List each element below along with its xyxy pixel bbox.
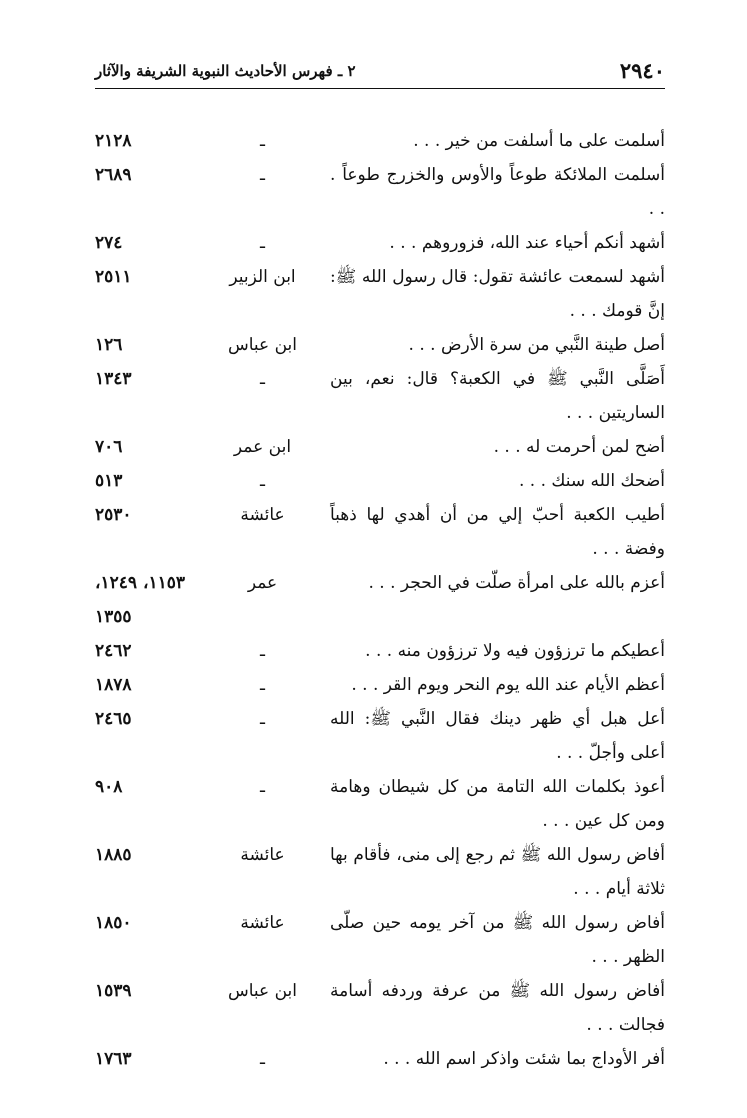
narrator: ـ <box>260 131 265 151</box>
narrator: ـ <box>260 641 265 661</box>
index-entry <box>95 668 665 702</box>
hadith-incipit: أعزم بالله على امرأة صلّت في الحجر . . . <box>368 573 665 593</box>
hadith-incipit: أطيب الكعبة أحبّ إلي من أن أهدي لها ذهباً وفضة . . . <box>330 505 665 559</box>
reference-number: ١٥٣٩ <box>95 981 132 1001</box>
index-page <box>95 50 665 1076</box>
index-entry <box>95 1042 665 1076</box>
narrator: ابن عباس <box>227 981 297 1001</box>
hadith-incipit: أعظم الأيام عند الله يوم النحر ويوم القر . . . <box>351 675 665 695</box>
narrator: عائشة <box>240 845 285 865</box>
index-entry <box>95 362 665 430</box>
index-entry <box>95 226 665 260</box>
narrator: ابن الزبير <box>229 267 296 287</box>
index-entry <box>95 328 665 362</box>
hadith-incipit: أشهد لسمعت عائشة تقول: قال رسول الله ﷺ: إنَّ قومك . . . <box>330 267 665 321</box>
hadith-incipit: أعل هبل أي ظهر دينك فقال النَّبي ﷺ: الله أعلى وأجلّ . . . <box>330 709 665 763</box>
narrator: ـ <box>260 471 265 491</box>
reference-number: ٩٠٨ <box>95 777 123 797</box>
narrator: ـ <box>260 369 265 389</box>
index-entry <box>95 770 665 838</box>
reference-number: ١٣٤٣ <box>95 369 132 389</box>
reference-number: ١٧٦٣ <box>95 1049 132 1069</box>
index-entry <box>95 498 665 566</box>
index-entry <box>95 702 665 770</box>
index-entry <box>95 838 665 906</box>
hadith-incipit: أفر الأوداج بما شئت واذكر اسم الله . . . <box>383 1049 665 1069</box>
hadith-incipit: أعوذ بكلمات الله التامة من كل شيطان وهامة ومن كل عين . . . <box>330 777 665 831</box>
hadith-incipit: أسلمت على ما أسلفت من خير . . . <box>413 131 665 151</box>
reference-number: ١١٥٣، ١٢٤٩، ١٣٥٥ <box>95 573 185 627</box>
narrator: ابن عباس <box>227 335 297 355</box>
reference-number: ٢٤٦٥ <box>95 709 132 729</box>
narrator: ـ <box>260 233 265 253</box>
hadith-incipit: أسلمت الملائكة طوعاً والأوس والخزرج طوعاً . . . <box>330 165 665 219</box>
reference-number: ٢١٢٨ <box>95 131 132 151</box>
narrator: عائشة <box>240 505 285 525</box>
index-entry <box>95 124 665 158</box>
hadith-incipit: أضحك الله سنك . . . <box>518 471 665 491</box>
hadith-incipit: أصل طينة النَّبي من سرة الأرض . . . <box>408 335 665 355</box>
hadith-incipit: أشهد أنكم أحياء عند الله، فزوروهم . . . <box>389 233 665 253</box>
hadith-index-list <box>95 124 665 1076</box>
reference-number: ١٨٥٠ <box>95 913 132 933</box>
index-entry <box>95 906 665 974</box>
reference-number: ١٢٦ <box>95 335 123 355</box>
reference-number: ٧٠٦ <box>95 437 123 457</box>
reference-number: ٢٦٨٩ <box>95 165 132 185</box>
reference-number: ١٨٧٨ <box>95 675 132 695</box>
index-entry <box>95 634 665 668</box>
reference-number: ٥١٣ <box>95 471 123 491</box>
narrator: عمر <box>247 573 278 593</box>
narrator: ـ <box>260 165 265 185</box>
hadith-incipit: أفاض رسول الله ﷺ من عرفة وردفه أسامة فجالت . . . <box>330 981 665 1035</box>
narrator: ـ <box>260 1049 265 1069</box>
hadith-incipit: أَصَلَّى النَّبي ﷺ في الكعبة؟ قال: نعم، بين الساريتين . . . <box>330 369 665 423</box>
hadith-incipit: أضح لمن أحرمت له . . . <box>493 437 665 457</box>
index-entry <box>95 566 665 634</box>
index-entry <box>95 158 665 226</box>
narrator: ـ <box>260 777 265 797</box>
reference-number: ٢٥١١ <box>95 267 132 287</box>
hadith-incipit: أفاض رسول الله ﷺ من آخر يومه حين صلّى الظهر . . . <box>330 913 665 967</box>
narrator: ـ <box>260 709 265 729</box>
hadith-incipit: أفاض رسول الله ﷺ ثم رجع إلى منى، فأقام بها ثلاثة أيام . . . <box>330 845 665 899</box>
narrator: ابن عمر <box>233 437 292 457</box>
reference-number: ٢٧٤ <box>95 233 123 253</box>
reference-number: ١٨٨٥ <box>95 845 132 865</box>
page-header <box>95 50 665 89</box>
index-entry <box>95 260 665 328</box>
page-number: ٢٩٤٠ <box>619 58 665 83</box>
index-entry <box>95 464 665 498</box>
hadith-incipit: أعطيكم ما ترزؤون فيه ولا ترزؤون منه . . . <box>365 641 665 661</box>
reference-number: ٢٤٦٢ <box>95 641 132 661</box>
narrator: ـ <box>260 675 265 695</box>
reference-number: ٢٥٣٠ <box>95 505 132 525</box>
index-entry <box>95 974 665 1042</box>
index-entry <box>95 430 665 464</box>
narrator: عائشة <box>240 913 285 933</box>
running-title: ٢ ـ فهرس الأحاديث النبوية الشريفة والآثار <box>95 62 356 80</box>
